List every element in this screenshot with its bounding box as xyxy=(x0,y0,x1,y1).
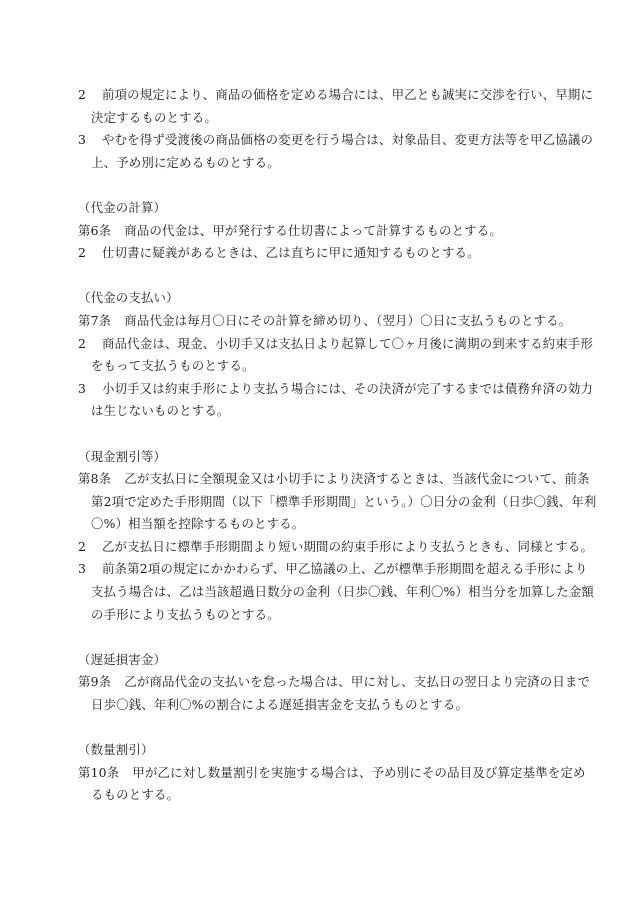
continuation-line: るものとする。 xyxy=(91,787,180,803)
spacer xyxy=(78,174,558,197)
paragraph-text: 仕切書に疑義があるときは、乙は直ちに甲に通知するものとする。 xyxy=(102,245,480,261)
paragraph-number: 2 xyxy=(78,245,87,261)
paragraph-line xyxy=(78,378,594,401)
paragraph-line xyxy=(78,84,594,107)
article-number: 第9条 xyxy=(78,674,112,690)
continuation-line: 日歩〇銭、年利〇%の割合による遅延損害金を支払うものとする。 xyxy=(91,697,469,713)
paragraph-number: 3 xyxy=(78,561,87,577)
paragraph-text: 小切手又は約束手形により支払う場合には、その決済が完了するまでは債務弁済の効力 xyxy=(102,380,594,396)
paragraph-number: 3 xyxy=(78,380,87,396)
section-heading-payment: （代金の支払い） xyxy=(78,290,179,306)
spacer xyxy=(78,423,558,446)
article-number: 第6条 xyxy=(78,222,112,238)
continuation-line: 上、予め別に定めるものとする。 xyxy=(91,154,280,170)
section-heading-price-calculation: （代金の計算） xyxy=(78,199,167,215)
continuation-line: 支払う場合は、乙は当該超過日数分の金利（日歩〇銭、年利〇%）相当分を加算した金額 xyxy=(91,584,595,600)
article-line xyxy=(78,468,590,491)
article-text: 商品代金は毎月〇日にその計算を締め切り、（翌月）〇日に支払うものとする。 xyxy=(124,312,572,328)
section-heading-late-damages: （遅延損害金） xyxy=(78,651,167,667)
paragraph-number: 3 xyxy=(78,132,87,148)
article-text: 商品の代金は、甲が発行する仕切書によって計算するものとする。 xyxy=(124,222,502,238)
paragraph-text: 前条第2項の規定にかかわらず、甲乙協議の上、乙が標準手形期間を超える手形により xyxy=(102,561,588,577)
paragraph-text: やむを得ず受渡後の商品価格の変更を行う場合は、対象品目、変更方法等を甲乙協議の xyxy=(102,132,594,148)
paragraph-number: 2 xyxy=(78,538,87,554)
section-heading-cash-discount: （現金割引等） xyxy=(78,448,167,464)
article-text: 甲が乙に対し数量割引を実施する場合は、予め別にその品目及び算定基準を定め xyxy=(132,764,586,780)
continuation-line: をもって支払うものとする。 xyxy=(91,358,255,374)
spacer xyxy=(78,265,558,288)
continuation-line: 〇%）相当額を控除するものとする。 xyxy=(91,516,305,532)
article-text: 乙が支払日に全額現金又は小切手により決済するときは、当該代金について、前条 xyxy=(124,471,590,487)
paragraph-line xyxy=(78,242,558,265)
paragraph-text: 前項の規定により、商品の価格を定める場合には、甲乙とも誠実に交渉を行い、早期に xyxy=(102,87,594,102)
paragraph-number: 2 xyxy=(78,87,87,102)
paragraph-text: 商品代金は、現金、小切手又は支払日より起算して〇ヶ月後に満期の到来する約束手形 xyxy=(102,335,594,351)
paragraph-number: 2 xyxy=(78,335,87,351)
contract-document xyxy=(78,84,597,807)
article-number: 第8条 xyxy=(78,471,112,487)
continuation-line: は生じないものとする。 xyxy=(91,403,230,419)
section-heading-volume-discount: （数量割引） xyxy=(78,742,154,758)
article-text: 乙が商品代金の支払いを怠った場合は、甲に対し、支払日の翌日より完済の日まで xyxy=(124,674,591,690)
spacer xyxy=(78,626,558,649)
article-line xyxy=(78,220,558,243)
paragraph-line xyxy=(78,558,588,581)
article-number: 第10条 xyxy=(78,764,120,780)
continuation-line: の手形により支払うものとする。 xyxy=(91,606,280,622)
article-line xyxy=(78,310,572,333)
article-line xyxy=(78,762,586,785)
paragraph-text: 乙が支払日に標準手形期間より短い期間の約束手形により支払うときも、同様とする。 xyxy=(102,538,594,554)
paragraph-line xyxy=(78,129,594,152)
paragraph-line xyxy=(78,536,594,559)
continuation-line: 第2項で定めた手形期間（以下「標準手形期間」という。）〇日分の金利（日歩〇銭、年利 xyxy=(91,493,597,509)
continuation-line: 決定するものとする。 xyxy=(91,109,217,125)
article-line xyxy=(78,671,591,694)
spacer xyxy=(78,717,558,740)
article-number: 第7条 xyxy=(78,312,112,328)
paragraph-line xyxy=(78,333,594,356)
